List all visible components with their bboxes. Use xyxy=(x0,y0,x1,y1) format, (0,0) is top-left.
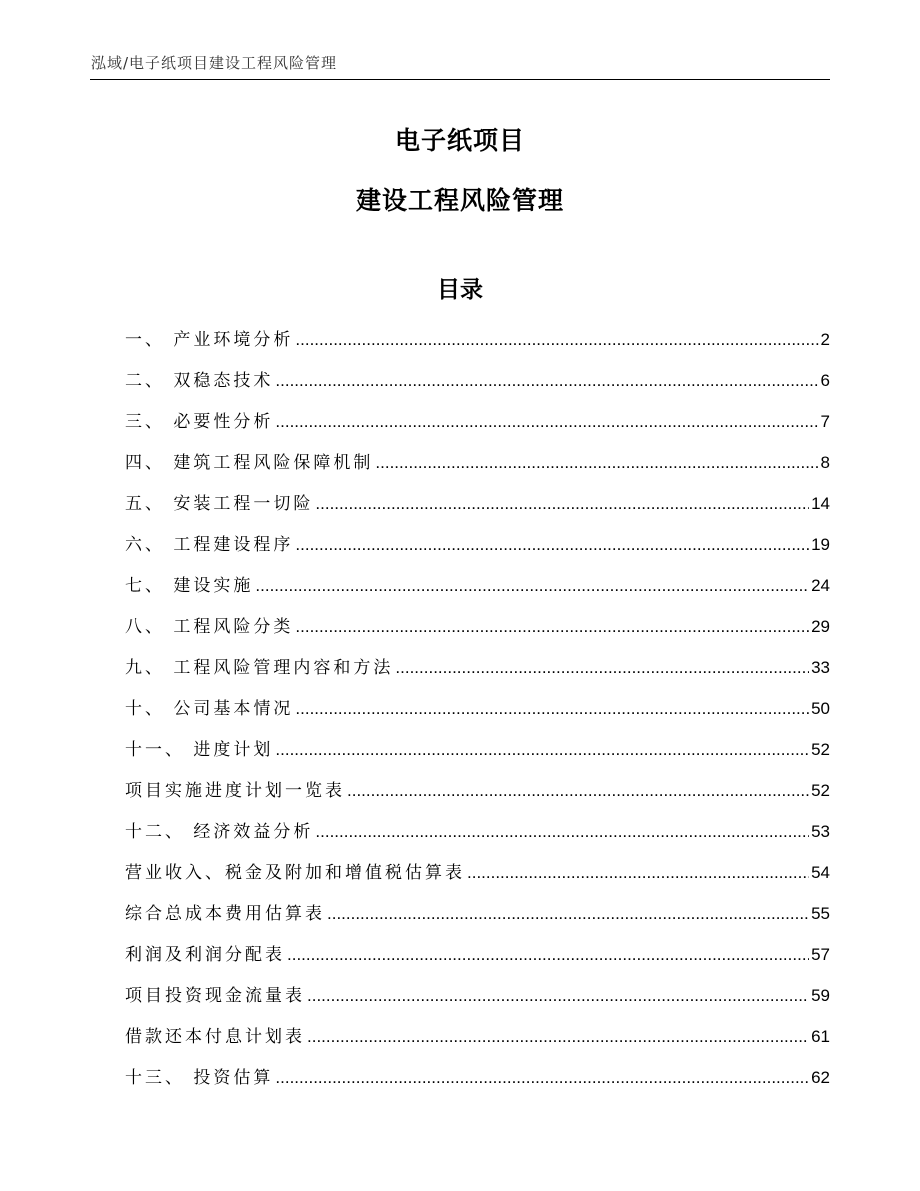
toc-dot-leader xyxy=(295,524,809,565)
toc-entry[interactable] xyxy=(125,565,830,606)
toc-dot-leader xyxy=(275,360,818,401)
toc-dot-leader xyxy=(327,893,809,934)
toc-entry[interactable] xyxy=(125,483,830,524)
toc-dot-leader xyxy=(315,483,809,524)
toc-entry-page: 61 xyxy=(811,1027,830,1046)
toc-entry[interactable] xyxy=(125,852,830,893)
toc-dot-leader xyxy=(347,770,809,811)
toc-dot-leader xyxy=(295,606,809,647)
toc-entry-label: 利润及利润分配表 xyxy=(125,945,285,965)
toc-dot-leader xyxy=(375,442,818,483)
toc-dot-leader xyxy=(255,565,809,606)
toc-entry-page: 8 xyxy=(820,453,830,472)
toc-dot-leader xyxy=(287,934,809,975)
toc-dot-leader xyxy=(467,852,809,893)
toc-entry-label: 营业收入、税金及附加和增值税估算表 xyxy=(125,863,465,883)
toc-entry-page: 57 xyxy=(811,945,830,964)
toc-entry-label: 二、 双稳态技术 xyxy=(125,371,274,391)
toc-dot-leader xyxy=(307,1016,809,1057)
toc-entry[interactable] xyxy=(125,606,830,647)
toc-entry-page: 6 xyxy=(820,371,830,390)
toc-entry-page: 54 xyxy=(811,863,830,882)
toc-heading: 目录 xyxy=(437,277,483,303)
toc-entry[interactable] xyxy=(125,401,830,442)
toc-entry[interactable] xyxy=(125,524,830,565)
toc-entry-page: 7 xyxy=(820,412,830,431)
table-of-contents xyxy=(125,319,830,1098)
toc-entry-label: 十、 公司基本情况 xyxy=(125,699,294,719)
toc-entry-page: 50 xyxy=(811,699,830,718)
toc-dot-leader xyxy=(315,811,809,852)
toc-entry-page: 53 xyxy=(811,822,830,841)
toc-entry-label: 十一、 进度计划 xyxy=(125,740,274,760)
toc-entry-page: 52 xyxy=(811,781,830,800)
toc-dot-leader xyxy=(275,401,818,442)
toc-entry[interactable] xyxy=(125,975,830,1016)
toc-entry-label: 四、 建筑工程风险保障机制 xyxy=(125,453,374,473)
toc-entry-page: 29 xyxy=(811,617,830,636)
toc-entry-page: 2 xyxy=(820,330,830,349)
running-header: 泓域/电子纸项目建设工程风险管理 xyxy=(91,54,338,72)
toc-entry-label: 借款还本付息计划表 xyxy=(125,1027,305,1047)
toc-entry-label: 七、 建设实施 xyxy=(125,576,254,596)
toc-dot-leader xyxy=(307,975,809,1016)
toc-entry-page: 55 xyxy=(811,904,830,923)
toc-entry-page: 19 xyxy=(811,535,830,554)
toc-entry-page: 62 xyxy=(811,1068,830,1087)
toc-entry-label: 项目投资现金流量表 xyxy=(125,986,305,1006)
toc-entry[interactable] xyxy=(125,729,830,770)
toc-entry-label: 九、 工程风险管理内容和方法 xyxy=(125,658,394,678)
toc-entry-label: 一、 产业环境分析 xyxy=(125,330,294,350)
toc-entry[interactable] xyxy=(125,770,830,811)
toc-entry-page: 24 xyxy=(811,576,830,595)
toc-entry-label: 综合总成本费用估算表 xyxy=(125,904,325,924)
toc-entry-page: 33 xyxy=(811,658,830,677)
toc-entry[interactable] xyxy=(125,688,830,729)
toc-entry-page: 59 xyxy=(811,986,830,1005)
toc-entry-label: 八、 工程风险分类 xyxy=(125,617,294,637)
toc-entry-label: 六、 工程建设程序 xyxy=(125,535,294,555)
toc-entry-page: 52 xyxy=(811,740,830,759)
toc-entry[interactable] xyxy=(125,934,830,975)
toc-dot-leader xyxy=(295,319,818,360)
toc-entry[interactable] xyxy=(125,1057,830,1098)
toc-entry-label: 三、 必要性分析 xyxy=(125,412,274,432)
toc-entry[interactable] xyxy=(125,647,830,688)
toc-entry-label: 项目实施进度计划一览表 xyxy=(125,781,345,801)
toc-dot-leader xyxy=(275,729,809,770)
toc-entry[interactable] xyxy=(125,319,830,360)
toc-entry[interactable] xyxy=(125,360,830,401)
document-title-line-2: 建设工程风险管理 xyxy=(355,186,564,215)
toc-dot-leader xyxy=(395,647,809,688)
toc-entry[interactable] xyxy=(125,811,830,852)
toc-entry-label: 五、 安装工程一切险 xyxy=(125,494,314,514)
toc-entry[interactable] xyxy=(125,442,830,483)
toc-entry-label: 十二、 经济效益分析 xyxy=(125,822,314,842)
toc-dot-leader xyxy=(295,688,809,729)
document-title-line-1: 电子纸项目 xyxy=(394,126,525,155)
header-rule xyxy=(90,79,830,80)
toc-entry[interactable] xyxy=(125,1016,830,1057)
toc-dot-leader xyxy=(275,1057,809,1098)
toc-entry-page: 14 xyxy=(811,494,830,513)
toc-entry[interactable] xyxy=(125,893,830,934)
toc-entry-label: 十三、 投资估算 xyxy=(125,1068,274,1088)
